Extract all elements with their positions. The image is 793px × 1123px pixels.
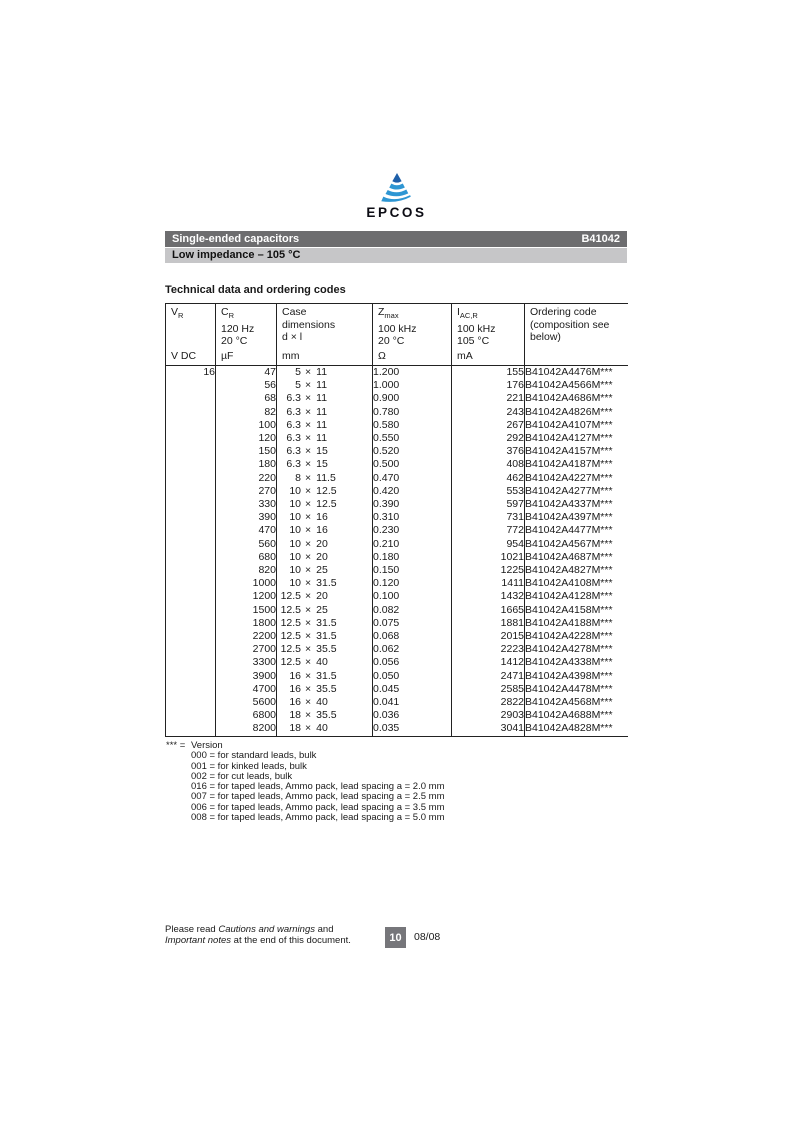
cell-capacitance: 1500: [216, 604, 277, 617]
part-number: B41042: [581, 232, 620, 245]
table-row: [166, 630, 628, 643]
cell-capacitance: 47: [216, 366, 277, 380]
footnote-item: 008 = for taped leads, Ammo pack, lead spacing a = 5.0 mm: [191, 812, 445, 824]
table-row: [166, 392, 628, 405]
cell-case-dimensions: 12.5 × 25: [277, 604, 373, 617]
cell-zmax: 0.520: [373, 445, 452, 458]
cell-case-dimensions: 6.3 × 11: [277, 392, 373, 405]
cell-rated-voltage: [166, 683, 216, 696]
cell-ordering-code: B41042A4398M***: [525, 670, 628, 683]
footer-note-line2: Important notes at the end of this document.: [165, 935, 351, 947]
table-row: [166, 590, 628, 603]
cell-rated-voltage: [166, 432, 216, 445]
cell-rated-voltage: [166, 617, 216, 630]
cell-ordering-code: B41042A4477M***: [525, 524, 628, 537]
cell-rated-voltage: [166, 604, 216, 617]
cell-zmax: 0.068: [373, 630, 452, 643]
technical-data-table: [165, 303, 628, 737]
cell-ordering-code: B41042A4476M***: [525, 366, 628, 380]
cell-capacitance: 3900: [216, 670, 277, 683]
table-row: [166, 511, 628, 524]
cell-case-dimensions: 10 × 12.5: [277, 485, 373, 498]
cell-ordering-code: B41042A4127M***: [525, 432, 628, 445]
cell-case-dimensions: 18 × 40: [277, 722, 373, 736]
cell-capacitance: 150: [216, 445, 277, 458]
column-header: Case dimensions d × l mm: [277, 304, 373, 366]
cell-zmax: 0.041: [373, 696, 452, 709]
cell-capacitance: 56: [216, 379, 277, 392]
cell-iacr: 176: [452, 379, 525, 392]
cell-iacr: 1432: [452, 590, 525, 603]
cell-iacr: 597: [452, 498, 525, 511]
cell-case-dimensions: 10 × 31.5: [277, 577, 373, 590]
cell-iacr: 462: [452, 472, 525, 485]
cell-iacr: 2015: [452, 630, 525, 643]
cell-ordering-code: B41042A4566M***: [525, 379, 628, 392]
cell-capacitance: 2200: [216, 630, 277, 643]
cell-case-dimensions: 12.5 × 31.5: [277, 630, 373, 643]
cell-capacitance: 1800: [216, 617, 277, 630]
cell-case-dimensions: 6.3 × 15: [277, 458, 373, 471]
cell-rated-voltage: [166, 630, 216, 643]
table-row: [166, 485, 628, 498]
cell-capacitance: 180: [216, 458, 277, 471]
footnote-items: [191, 751, 444, 823]
cell-zmax: 1.000: [373, 379, 452, 392]
cell-ordering-code: B41042A4338M***: [525, 656, 628, 669]
cell-zmax: 0.180: [373, 551, 452, 564]
product-bar: [165, 231, 627, 247]
cell-capacitance: 1200: [216, 590, 277, 603]
table-row: [166, 406, 628, 419]
cell-ordering-code: B41042A4826M***: [525, 406, 628, 419]
cell-capacitance: 4700: [216, 683, 277, 696]
cell-capacitance: 8200: [216, 722, 277, 736]
cell-zmax: 0.310: [373, 511, 452, 524]
footer-note: [165, 924, 395, 947]
table-row: [166, 445, 628, 458]
cell-capacitance: 1000: [216, 577, 277, 590]
cell-zmax: 0.035: [373, 722, 452, 736]
cell-case-dimensions: 16 × 35.5: [277, 683, 373, 696]
cell-zmax: 0.082: [373, 604, 452, 617]
cell-iacr: 1021: [452, 551, 525, 564]
column-header: $I_{AC,R}$ 100 kHz 105 °C mA: [452, 304, 525, 366]
cell-rated-voltage: [166, 472, 216, 485]
cell-capacitance: 820: [216, 564, 277, 577]
cell-zmax: 0.120: [373, 577, 452, 590]
brand-text: EPCOS: [366, 205, 427, 220]
cell-zmax: 0.056: [373, 656, 452, 669]
cell-capacitance: 3300: [216, 656, 277, 669]
cell-case-dimensions: 12.5 × 31.5: [277, 617, 373, 630]
cell-case-dimensions: 10 × 25: [277, 564, 373, 577]
page-number-badge: 10: [385, 927, 406, 948]
cell-iacr: 3041: [452, 722, 525, 736]
cell-zmax: 0.900: [373, 392, 452, 405]
table-row: [166, 564, 628, 577]
cell-rated-voltage: [166, 564, 216, 577]
cell-capacitance: 120: [216, 432, 277, 445]
cell-case-dimensions: 10 × 20: [277, 538, 373, 551]
column-header: $Z_{max}$ 100 kHz 20 °C Ω: [373, 304, 452, 366]
table-row: [166, 670, 628, 683]
cell-case-dimensions: 6.3 × 11: [277, 419, 373, 432]
table-row: [166, 551, 628, 564]
cell-zmax: 0.390: [373, 498, 452, 511]
cell-iacr: 2471: [452, 670, 525, 683]
cell-case-dimensions: 8 × 11.5: [277, 472, 373, 485]
cell-rated-voltage: 16: [203, 366, 215, 378]
cell-rated-voltage: [166, 643, 216, 656]
cell-case-dimensions: 12.5 × 40: [277, 656, 373, 669]
footnote-item: 007 = for taped leads, Ammo pack, lead spacing a = 2.5 mm: [191, 791, 445, 803]
cell-ordering-code: B41042A4277M***: [525, 485, 628, 498]
epcos-sail-icon: [380, 173, 414, 203]
cell-case-dimensions: 10 × 16: [277, 524, 373, 537]
table-row: [166, 722, 628, 736]
cell-rated-voltage: [166, 485, 216, 498]
cell-case-dimensions: 6.3 × 11: [277, 406, 373, 419]
table-row: [166, 709, 628, 722]
cell-zmax: 0.050: [373, 670, 452, 683]
cell-ordering-code: B41042A4688M***: [525, 709, 628, 722]
cell-ordering-code: B41042A4397M***: [525, 511, 628, 524]
cell-iacr: 1881: [452, 617, 525, 630]
table-row: [166, 524, 628, 537]
cell-capacitance: 390: [216, 511, 277, 524]
cell-rated-voltage: [166, 419, 216, 432]
cell-iacr: 731: [452, 511, 525, 524]
footnote-item: 000 = for standard leads, bulk: [191, 750, 317, 762]
table-row: [166, 683, 628, 696]
cell-rated-voltage: [166, 577, 216, 590]
cell-ordering-code: B41042A4567M***: [525, 538, 628, 551]
cell-zmax: 0.780: [373, 406, 452, 419]
cell-case-dimensions: 12.5 × 35.5: [277, 643, 373, 656]
cell-rated-voltage: [166, 551, 216, 564]
column-header: Ordering code (composition see below): [525, 304, 628, 366]
cell-zmax: 0.580: [373, 419, 452, 432]
cell-rated-voltage: [166, 379, 216, 392]
table-row: [166, 604, 628, 617]
cell-rated-voltage: [166, 392, 216, 405]
cell-rated-voltage: [166, 656, 216, 669]
cell-case-dimensions: 6.3 × 15: [277, 445, 373, 458]
cell-zmax: 0.470: [373, 472, 452, 485]
cell-iacr: 292: [452, 432, 525, 445]
subtitle-bar: [165, 248, 627, 263]
cell-case-dimensions: 12.5 × 20: [277, 590, 373, 603]
cell-iacr: 376: [452, 445, 525, 458]
table-row: [166, 656, 628, 669]
cell-iacr: 1411: [452, 577, 525, 590]
table-row: [166, 419, 628, 432]
cell-zmax: 0.550: [373, 432, 452, 445]
table-header-row: [166, 304, 628, 366]
cell-ordering-code: B41042A4107M***: [525, 419, 628, 432]
subtitle-text: Low impedance – 105 °C: [172, 249, 301, 262]
cell-case-dimensions: 10 × 20: [277, 551, 373, 564]
product-name: Single-ended capacitors: [172, 232, 300, 245]
cell-capacitance: 680: [216, 551, 277, 564]
table-row: [166, 696, 628, 709]
cell-iacr: 243: [452, 406, 525, 419]
table-row: [166, 538, 628, 551]
cell-ordering-code: B41042A4157M***: [525, 445, 628, 458]
cell-rated-voltage: [166, 406, 216, 419]
cell-case-dimensions: 16 × 40: [277, 696, 373, 709]
cell-case-dimensions: 5 × 11: [277, 379, 373, 392]
cell-ordering-code: B41042A4568M***: [525, 696, 628, 709]
cell-capacitance: 560: [216, 538, 277, 551]
cell-capacitance: 100: [216, 419, 277, 432]
cell-case-dimensions: 16 × 31.5: [277, 670, 373, 683]
cell-iacr: 155: [452, 366, 525, 380]
cell-ordering-code: B41042A4108M***: [525, 577, 628, 590]
cell-iacr: 267: [452, 419, 525, 432]
cell-ordering-code: B41042A4228M***: [525, 630, 628, 643]
cell-iacr: 954: [452, 538, 525, 551]
cell-zmax: 0.500: [373, 458, 452, 471]
cell-rated-voltage: [166, 498, 216, 511]
section-title: Technical data and ordering codes: [165, 284, 346, 296]
cell-capacitance: 68: [216, 392, 277, 405]
footnote-item: 001 = for kinked leads, bulk: [191, 760, 307, 772]
column-header: $V_R$ V DC: [166, 304, 216, 366]
cell-rated-voltage: [166, 696, 216, 709]
column-header: $C_R$ 120 Hz 20 °C µF: [216, 304, 277, 366]
footnote: [166, 741, 444, 823]
cell-rated-voltage: [166, 709, 216, 722]
cell-iacr: 1665: [452, 604, 525, 617]
cell-zmax: 0.420: [373, 485, 452, 498]
footnote-item: 006 = for taped leads, Ammo pack, lead spacing a = 3.5 mm: [191, 801, 445, 813]
cell-iacr: 221: [452, 392, 525, 405]
cell-zmax: 0.210: [373, 538, 452, 551]
table-row: [166, 577, 628, 590]
cell-ordering-code: B41042A4686M***: [525, 392, 628, 405]
cell-rated-voltage: [166, 458, 216, 471]
footnote-marker: *** =: [166, 740, 186, 751]
cell-case-dimensions: 10 × 16: [277, 511, 373, 524]
cell-iacr: 2903: [452, 709, 525, 722]
cell-ordering-code: B41042A4478M***: [525, 683, 628, 696]
footnote-body: [191, 741, 444, 823]
cell-iacr: 408: [452, 458, 525, 471]
cell-capacitance: 2700: [216, 643, 277, 656]
cell-zmax: 0.036: [373, 709, 452, 722]
table-row: [166, 617, 628, 630]
cell-capacitance: 330: [216, 498, 277, 511]
cell-ordering-code: B41042A4187M***: [525, 458, 628, 471]
cell-iacr: 772: [452, 524, 525, 537]
table-row: [166, 379, 628, 392]
cell-capacitance: 470: [216, 524, 277, 537]
cell-case-dimensions: 18 × 35.5: [277, 709, 373, 722]
cell-rated-voltage: [166, 670, 216, 683]
footer-note-line1: Please read Cautions and warnings and: [165, 924, 334, 935]
cell-rated-voltage: [166, 722, 216, 736]
cell-ordering-code: B41042A4687M***: [525, 551, 628, 564]
cell-zmax: 0.230: [373, 524, 452, 537]
cell-ordering-code: B41042A4188M***: [525, 617, 628, 630]
cell-ordering-code: B41042A4227M***: [525, 472, 628, 485]
cell-case-dimensions: 5 × 11: [277, 366, 373, 380]
cell-rated-voltage: [166, 538, 216, 551]
epcos-logo: [0, 173, 793, 220]
edition-date: 08/08: [414, 931, 441, 943]
cell-zmax: 0.062: [373, 643, 452, 656]
cell-capacitance: 82: [216, 406, 277, 419]
table-row: [166, 643, 628, 656]
footnote-item: 016 = for taped leads, Ammo pack, lead spacing a = 2.0 mm: [191, 781, 445, 793]
cell-rated-voltage: [166, 590, 216, 603]
footnote-title: Version: [191, 740, 223, 751]
cell-zmax: 1.200: [373, 366, 452, 380]
cell-capacitance: 6800: [216, 709, 277, 722]
table-row: [166, 432, 628, 445]
cell-iacr: 1412: [452, 656, 525, 669]
table-row: [166, 472, 628, 485]
cell-iacr: 2223: [452, 643, 525, 656]
cell-capacitance: 5600: [216, 696, 277, 709]
cell-iacr: 2585: [452, 683, 525, 696]
cell-capacitance: 220: [216, 472, 277, 485]
cell-zmax: 0.075: [373, 617, 452, 630]
cell-iacr: 553: [452, 485, 525, 498]
cell-ordering-code: B41042A4827M***: [525, 564, 628, 577]
cell-iacr: 2822: [452, 696, 525, 709]
cell-zmax: 0.150: [373, 564, 452, 577]
cell-iacr: 1225: [452, 564, 525, 577]
cell-rated-voltage: [166, 445, 216, 458]
cell-rated-voltage: [166, 511, 216, 524]
cell-rated-voltage: [166, 524, 216, 537]
cell-ordering-code: B41042A4828M***: [525, 722, 628, 736]
table-row: [166, 498, 628, 511]
cell-ordering-code: B41042A4337M***: [525, 498, 628, 511]
table-row: [166, 366, 628, 380]
cell-zmax: 0.100: [373, 590, 452, 603]
table-row: [166, 458, 628, 471]
cell-case-dimensions: 10 × 12.5: [277, 498, 373, 511]
cell-ordering-code: B41042A4278M***: [525, 643, 628, 656]
cell-capacitance: 270: [216, 485, 277, 498]
footnote-item: 002 = for cut leads, bulk: [191, 770, 293, 782]
cell-ordering-code: B41042A4158M***: [525, 604, 628, 617]
cell-zmax: 0.045: [373, 683, 452, 696]
cell-case-dimensions: 6.3 × 11: [277, 432, 373, 445]
cell-ordering-code: B41042A4128M***: [525, 590, 628, 603]
